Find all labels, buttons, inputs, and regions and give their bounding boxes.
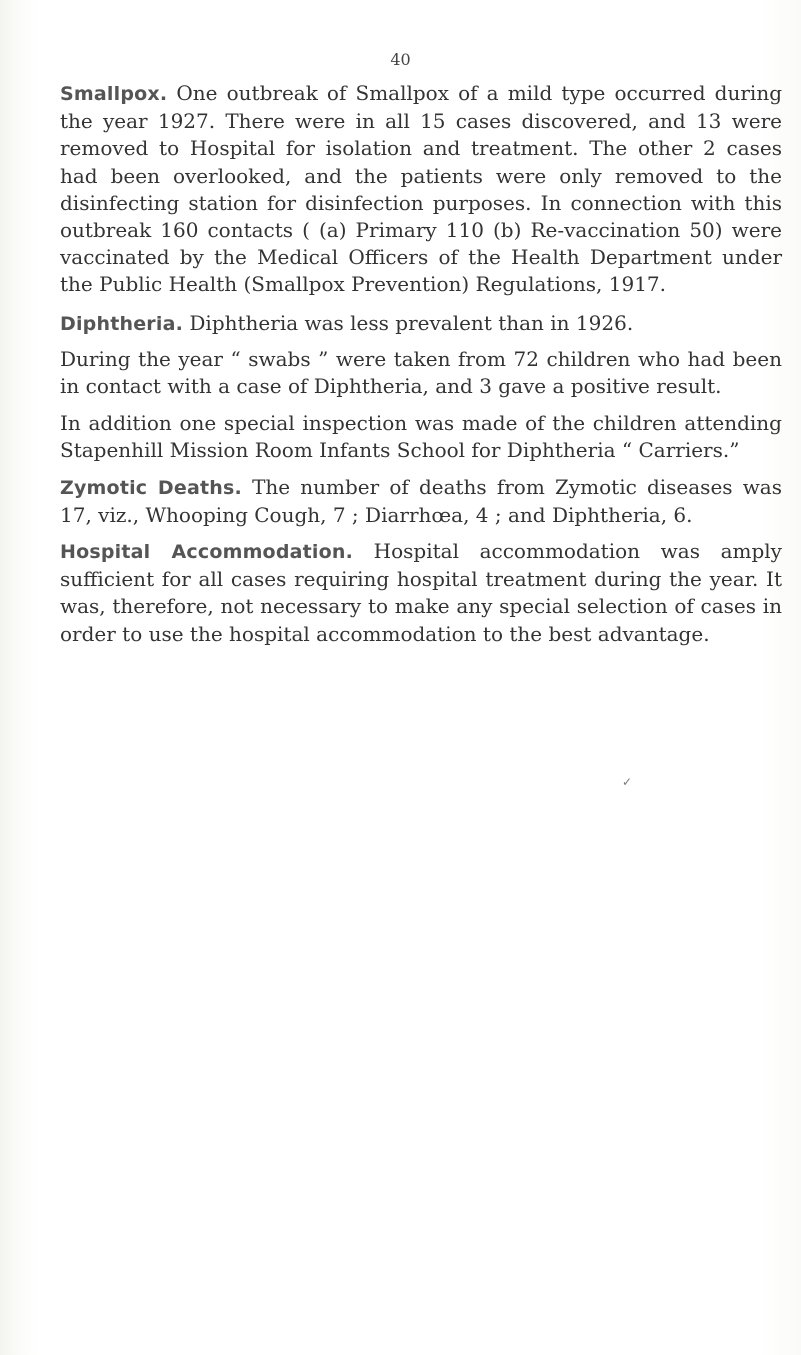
diphtheria-swabs-paragraph: During the year “ swabs ” were taken from 72 children who had been in contact with a case of Diphtheria, and 3 gave a positive result. bbox=[60, 346, 782, 399]
page-number: 40 bbox=[390, 50, 411, 69]
ink-tick-mark: ✓ bbox=[622, 775, 633, 789]
smallpox-text: One outbreak of Smallpox of a mild type occurred during the year 1927. There were in all 15 cases discovered, and 13 were removed to Hospital for isolation and treatment. The other 2 cases had been overlooked, and the patients were only removed to the disinfecting station for disinfection purposes. In connection with this outbreak 160 contacts ( (a) Primary 110 (b) Re-vaccination 50) were vaccinated by the Medical Officers of the Health Department under the Public Health (Smallpox Prevention) Regulations, 1917. bbox=[60, 81, 783, 297]
hospital-paragraph bbox=[60, 538, 782, 648]
diphtheria-inspection-paragraph: In addition one special inspection was made of the children attending Stapenhill Mission Room Infants School for Diphtheria “ Carriers.” bbox=[60, 411, 782, 463]
smallpox-heading: Smallpox. bbox=[60, 83, 168, 105]
hospital-heading: Hospital Accommodation. bbox=[60, 541, 354, 564]
diphtheria-text: Diphtheria was less prevalent than in 1926. bbox=[189, 310, 634, 335]
smallpox-paragraph bbox=[60, 80, 782, 299]
zymotic-text: The number of deaths from Zymotic diseases was 17, viz., Whooping Cough, 7 ; Diarrhœa, 4 ; and Diphtheria, 6. bbox=[60, 474, 782, 527]
hospital-text: Hospital accommodation was amply sufficient for all cases requiring hospital treatment during the year. It was, therefore, not necessary to make any special selection of cases in order to use the hospital accommodation to the best advantage. bbox=[60, 539, 782, 646]
zymotic-paragraph bbox=[60, 474, 782, 529]
diphtheria-paragraph bbox=[60, 310, 782, 338]
page-content bbox=[60, 80, 782, 658]
diphtheria-heading: Diphtheria. bbox=[60, 312, 184, 335]
zymotic-heading: Zymotic Deaths. bbox=[60, 476, 242, 499]
